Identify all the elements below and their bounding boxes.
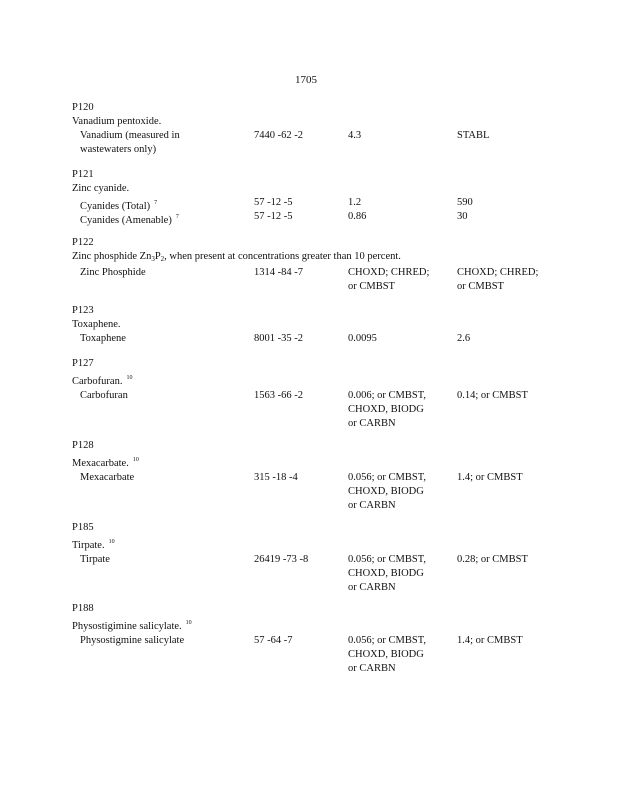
waste-description: Carbofuran. $^{10}$	[72, 375, 133, 387]
cas-number: 57 -12 -5	[254, 197, 293, 208]
footnote-marker: 7	[154, 200, 158, 206]
wastewater-standard: 0.0095	[348, 333, 377, 344]
constituent-row	[72, 332, 552, 346]
constituent-name: Cyanides (Amenable) $^7$	[80, 214, 179, 226]
waste-code: P122	[72, 237, 94, 248]
cas-number: 315 -18 -4	[254, 472, 298, 483]
footnote-marker: 10	[126, 375, 133, 381]
waste-description: Physostigimine salicylate. $^{10}$	[72, 620, 192, 632]
waste-code: P123	[72, 305, 94, 316]
nonwastewater-standard: CHOXD; CHRED; or CMBST	[457, 267, 539, 292]
footnote-marker: 7	[175, 214, 179, 220]
wastewater-standard: CHOXD; CHRED; or CMBST	[348, 267, 430, 292]
constituent-name: Cyanides (Total) $^7$	[80, 200, 158, 212]
wastewater-standard: 0.056; or CMBST, CHOXD, BIODG or CARBN	[348, 635, 426, 674]
wastewater-standard: 0.056; or CMBST, CHOXD, BIODG or CARBN	[348, 554, 426, 593]
page-number: 1705	[295, 74, 317, 86]
nonwastewater-standard: 1.4; or CMBST	[457, 472, 523, 483]
waste-code: P128	[72, 440, 94, 451]
waste-code-section-p127	[72, 357, 552, 431]
constituent-name: Vanadium (measured in wastewaters only)	[80, 130, 180, 155]
waste-description: Zinc phosphide $Zn_3P_2$, when present at concentrations greater than 10 percent.	[72, 251, 401, 263]
constituent-row	[72, 389, 552, 431]
cas-number: 57 -64 -7	[254, 635, 293, 646]
nonwastewater-standard: 0.28; or CMBST	[457, 554, 528, 565]
cas-number: 7440 -62 -2	[254, 130, 303, 141]
waste-code: P121	[72, 169, 94, 180]
constituent-name: Zinc Phosphide	[80, 267, 146, 278]
constituent-name: Mexacarbate	[80, 472, 135, 483]
cas-number: 26419 -73 -8	[254, 554, 309, 565]
waste-code: P185	[72, 522, 94, 533]
waste-description: Tirpate. $^{10}$	[72, 539, 115, 551]
waste-code-section-p121	[72, 168, 552, 224]
nonwastewater-standard: 30	[457, 211, 468, 222]
constituent-row	[72, 210, 552, 224]
constituent-row	[72, 634, 552, 676]
waste-description: Zinc cyanide.	[72, 183, 130, 194]
waste-code: P120	[72, 102, 94, 113]
cas-number: 1314 -84 -7	[254, 267, 303, 278]
wastewater-standard: 0.86	[348, 211, 367, 222]
nonwastewater-standard: 0.14; or CMBST	[457, 390, 528, 401]
waste-description: Mexacarbate. $^{10}$	[72, 457, 139, 469]
constituent-row	[72, 266, 552, 294]
footnote-marker: 10	[132, 457, 139, 463]
constituent-row	[72, 471, 552, 513]
waste-code-section-p188	[72, 602, 552, 676]
waste-code-section-p120	[72, 101, 552, 157]
constituent-name: Physostigmine salicylate	[80, 635, 185, 646]
constituent-row	[72, 196, 552, 210]
waste-code-section-p123	[72, 304, 552, 346]
waste-code-section-p128	[72, 439, 552, 513]
cas-number: 8001 -35 -2	[254, 333, 303, 344]
footnote-marker: 10	[185, 620, 192, 626]
nonwastewater-standard: 2.6	[457, 333, 471, 344]
waste-code: P127	[72, 358, 94, 369]
waste-code-section-p185	[72, 521, 552, 595]
constituent-name: Toxaphene	[80, 333, 126, 344]
waste-code: P188	[72, 603, 94, 614]
waste-description: Toxaphene.	[72, 319, 121, 330]
constituent-row	[72, 553, 552, 595]
constituent-name: Carbofuran	[80, 390, 128, 401]
waste-code-section-p122	[72, 236, 552, 294]
wastewater-standard: 0.006; or CMBST, CHOXD, BIODG or CARBN	[348, 390, 426, 429]
nonwastewater-standard: 590	[457, 197, 473, 208]
constituent-name: Tirpate	[80, 554, 110, 565]
wastewater-standard: 1.2	[348, 197, 362, 208]
cas-number: 57 -12 -5	[254, 211, 293, 222]
nonwastewater-standard: 1.4; or CMBST	[457, 635, 523, 646]
footnote-marker: 10	[108, 539, 115, 545]
constituent-row	[72, 129, 552, 157]
wastewater-standard: 4.3	[348, 130, 362, 141]
wastewater-standard: 0.056; or CMBST, CHOXD, BIODG or CARBN	[348, 472, 426, 511]
waste-description: Vanadium pentoxide.	[72, 116, 162, 127]
nonwastewater-standard: STABL	[457, 130, 490, 141]
cas-number: 1563 -66 -2	[254, 390, 303, 401]
